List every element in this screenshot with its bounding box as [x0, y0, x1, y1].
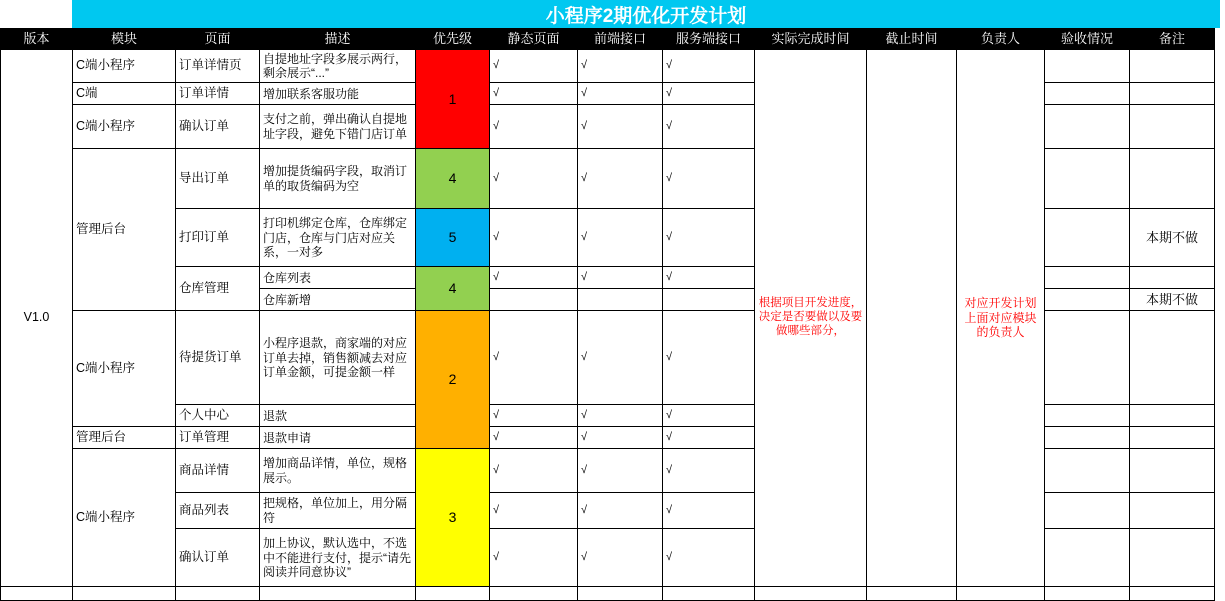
cell-server-api: √: [663, 49, 755, 83]
cell-remark: [1130, 311, 1215, 405]
cell-module: 管理后台: [73, 149, 176, 311]
cell-remark: [1130, 427, 1215, 449]
col-header-static-page: 静态页面: [490, 29, 578, 50]
table-header-row: [1, 29, 1215, 50]
cell-remark: [1130, 83, 1215, 105]
cell-server-api: √: [663, 149, 755, 209]
cell-acceptance: [1045, 267, 1130, 289]
cell-server-api: √: [663, 405, 755, 427]
cell-frontend-api: √: [578, 83, 663, 105]
col-header-server-api: 服务端接口: [663, 29, 755, 50]
cell-frontend-api: √: [578, 105, 663, 149]
cell-static-page: √: [490, 427, 578, 449]
cell-priority: 1: [416, 49, 490, 149]
cell-static-page: √: [490, 105, 578, 149]
cell-server-api: √: [663, 209, 755, 267]
cell-server-api: √: [663, 449, 755, 493]
cell-description: 把规格，单位加上，用分隔符: [260, 493, 416, 529]
cell-description: 仓库列表: [260, 267, 416, 289]
plan-table: [0, 28, 1215, 601]
cell-acceptance: [1045, 49, 1130, 83]
col-header-actual-finish-time: 实际完成时间: [755, 29, 867, 50]
cell-frontend-api: √: [578, 427, 663, 449]
cell-acceptance: [1045, 529, 1130, 587]
cell-module: C端小程序: [73, 49, 176, 83]
cell-remark: [1130, 149, 1215, 209]
cell-server-api: √: [663, 83, 755, 105]
cell-acceptance: [1045, 427, 1130, 449]
cell-server-api: √: [663, 267, 755, 289]
cell-frontend-api: √: [578, 449, 663, 493]
cell-description: 加上协议，默认选中，不选中不能进行支付，提示“请先阅读并同意协议”: [260, 529, 416, 587]
cell-frontend-api: √: [578, 267, 663, 289]
cell-description: 退款: [260, 405, 416, 427]
cell-owner-note: 对应开发计划上面对应模块的负责人: [957, 49, 1045, 587]
col-header-version: 版本: [1, 29, 73, 50]
cell-priority: 2: [416, 311, 490, 449]
cell-empty: [1, 587, 73, 601]
cell-static-page: √: [490, 529, 578, 587]
cell-description: 增加商品详情，单位，规格展示。: [260, 449, 416, 493]
cell-remark: [1130, 49, 1215, 83]
cell-static-page: √: [490, 493, 578, 529]
cell-page: 确认订单: [176, 529, 260, 587]
cell-description: 支付之前，弹出确认自提地址字段，避免下错门店订单: [260, 105, 416, 149]
cell-module: C端: [73, 83, 176, 105]
cell-description: 打印机绑定仓库，仓库绑定门店，仓库与门店对应关系，一对多: [260, 209, 416, 267]
cell-server-api: √: [663, 427, 755, 449]
cell-remark: 本期不做: [1130, 209, 1215, 267]
cell-module: 管理后台: [73, 427, 176, 449]
cell-priority: 4: [416, 149, 490, 209]
cell-server-api: √: [663, 493, 755, 529]
cell-page: 个人中心: [176, 405, 260, 427]
cell-empty: [578, 587, 663, 601]
cell-acceptance: [1045, 83, 1130, 105]
cell-remark: [1130, 267, 1215, 289]
cell-static-page: √: [490, 267, 578, 289]
cell-server-api: √: [663, 311, 755, 405]
cell-page: 待提货订单: [176, 311, 260, 405]
cell-acceptance: [1045, 449, 1130, 493]
col-header-page: 页面: [176, 29, 260, 50]
cell-empty: [260, 587, 416, 601]
cell-empty: [73, 587, 176, 601]
cell-static-page: [490, 289, 578, 311]
cell-acceptance: [1045, 311, 1130, 405]
cell-page: 订单详情: [176, 83, 260, 105]
cell-empty: [867, 587, 957, 601]
cell-empty: [416, 587, 490, 601]
page-title: 小程序2期优化开发计划: [72, 0, 1220, 28]
cell-page: 确认订单: [176, 105, 260, 149]
cell-description: 增加提货编码字段，取消订单的取货编码为空: [260, 149, 416, 209]
cell-frontend-api: √: [578, 311, 663, 405]
cell-acceptance: [1045, 289, 1130, 311]
cell-page: 打印订单: [176, 209, 260, 267]
cell-deadline: [867, 49, 957, 587]
cell-frontend-api: √: [578, 493, 663, 529]
cell-acceptance: [1045, 405, 1130, 427]
cell-acceptance: [1045, 149, 1130, 209]
col-header-remark: 备注: [1130, 29, 1215, 50]
cell-remark: [1130, 105, 1215, 149]
cell-actual-finish-note: 根据项目开发进度，决定是否要做以及要做哪些部分，: [755, 49, 867, 587]
cell-empty: [663, 587, 755, 601]
cell-frontend-api: √: [578, 49, 663, 83]
cell-module: C端小程序: [73, 449, 176, 587]
cell-server-api: √: [663, 105, 755, 149]
table-row[interactable]: [1, 49, 1215, 83]
cell-static-page: √: [490, 83, 578, 105]
col-header-owner: 负责人: [957, 29, 1045, 50]
cell-priority: 5: [416, 209, 490, 267]
cell-description: 自提地址字段多展示两行，剩余展示“...”: [260, 49, 416, 83]
col-header-deadline: 截止时间: [867, 29, 957, 50]
cell-empty: [1130, 587, 1215, 601]
cell-static-page: √: [490, 449, 578, 493]
cell-remark: [1130, 405, 1215, 427]
cell-priority: 4: [416, 267, 490, 311]
cell-page: 导出订单: [176, 149, 260, 209]
table-row-empty[interactable]: [1, 587, 1215, 601]
cell-remark: [1130, 449, 1215, 493]
cell-description: 小程序退款，商家端的对应订单去掉，销售额减去对应订单金额，可提金额一样: [260, 311, 416, 405]
cell-description: 退款申请: [260, 427, 416, 449]
cell-description: 仓库新增: [260, 289, 416, 311]
col-header-module: 模块: [73, 29, 176, 50]
cell-page: 商品列表: [176, 493, 260, 529]
cell-empty: [755, 587, 867, 601]
cell-page: 商品详情: [176, 449, 260, 493]
cell-static-page: √: [490, 209, 578, 267]
cell-empty: [176, 587, 260, 601]
cell-frontend-api: √: [578, 529, 663, 587]
col-header-description: 描述: [260, 29, 416, 50]
cell-frontend-api: √: [578, 405, 663, 427]
cell-remark: [1130, 493, 1215, 529]
cell-remark: 本期不做: [1130, 289, 1215, 311]
cell-acceptance: [1045, 209, 1130, 267]
cell-page: 仓库管理: [176, 267, 260, 311]
cell-page: 订单详情页: [176, 49, 260, 83]
cell-page: 订单管理: [176, 427, 260, 449]
cell-module: C端小程序: [73, 105, 176, 149]
cell-empty: [490, 587, 578, 601]
cell-server-api: √: [663, 529, 755, 587]
col-header-priority: 优先级: [416, 29, 490, 50]
cell-priority: 3: [416, 449, 490, 587]
col-header-frontend-api: 前端接口: [578, 29, 663, 50]
cell-version: V1.0: [1, 49, 73, 587]
cell-acceptance: [1045, 105, 1130, 149]
cell-remark: [1130, 529, 1215, 587]
cell-frontend-api: √: [578, 149, 663, 209]
cell-acceptance: [1045, 493, 1130, 529]
cell-empty: [957, 587, 1045, 601]
cell-module: C端小程序: [73, 311, 176, 427]
cell-empty: [1045, 587, 1130, 601]
cell-frontend-api: [578, 289, 663, 311]
cell-static-page: √: [490, 49, 578, 83]
col-header-acceptance: 验收情况: [1045, 29, 1130, 50]
cell-static-page: √: [490, 311, 578, 405]
cell-frontend-api: √: [578, 209, 663, 267]
cell-static-page: √: [490, 405, 578, 427]
cell-server-api: [663, 289, 755, 311]
cell-description: 增加联系客服功能: [260, 83, 416, 105]
cell-static-page: √: [490, 149, 578, 209]
